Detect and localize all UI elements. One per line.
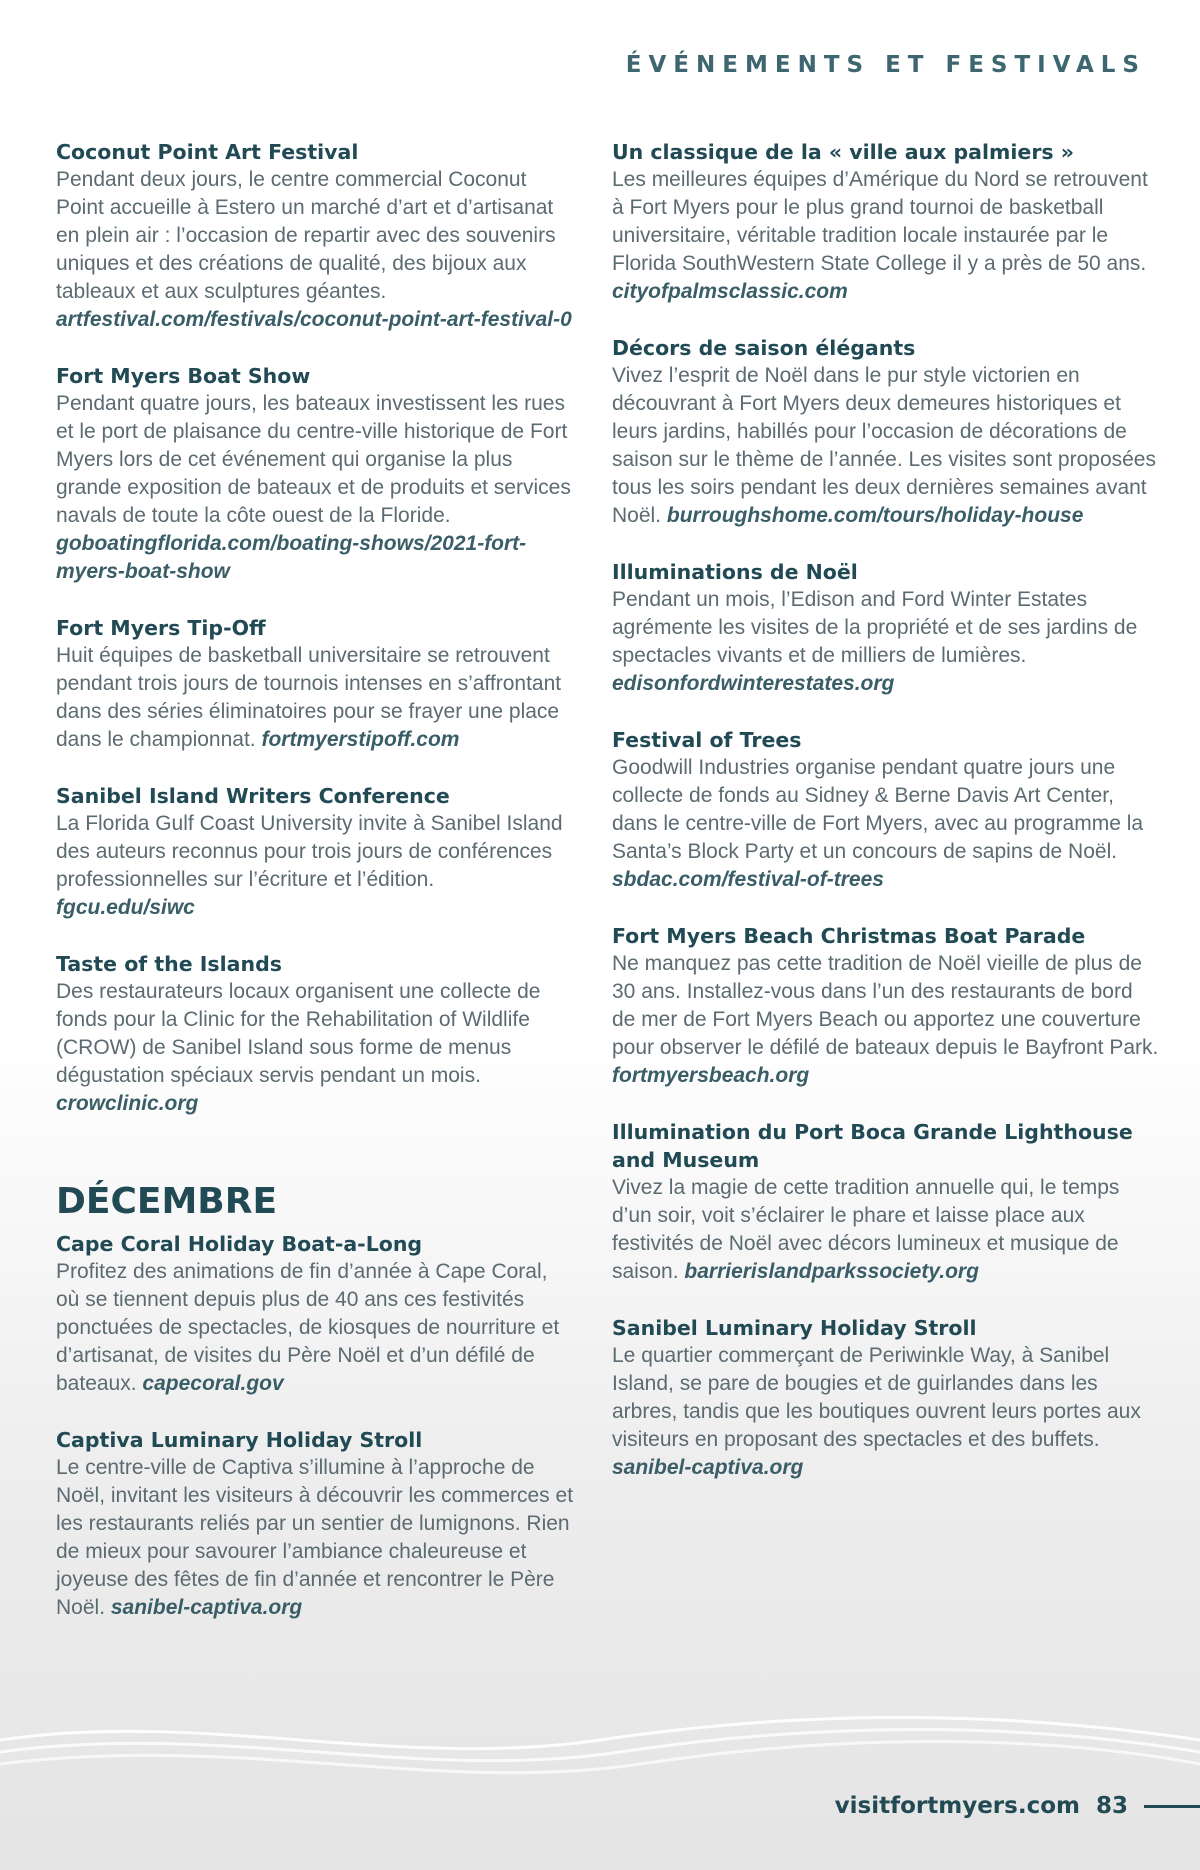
event-entry [56,362,576,586]
event-title: Taste of the Islands [56,952,282,976]
event-entry [56,950,576,1118]
event-description [56,810,576,922]
event-url[interactable]: barrierislandparkssociety.org [684,1260,979,1283]
event-description [612,586,1160,698]
event-title: Fort Myers Tip-Off [56,616,266,640]
event-url[interactable]: goboatingflorida.com/boating-shows/2021-fort-myers-boat-show [56,532,527,583]
page-number: 83 [1095,1793,1128,1819]
event-url[interactable]: edisonfordwinterestates.org [612,672,895,695]
event-title: Coconut Point Art Festival [56,140,359,164]
event-text: Profitez des animations de fin d’année à Cape Coral, où se tiennent depuis plus de 40 ans ces festivités ponctuées de spectacles, de kiosques de nourriture et d’artisanat, de visites du Père Noël et d’un défilé de bateaux. [56,1260,560,1395]
wave-line [0,1742,1200,1773]
footer-rule [1144,1805,1200,1808]
event-text: Vivez la magie de cette tradition annuelle qui, le temps d’un soir, voit s’éclairer le phare et laisse place aux festivités de Noël avec décors lumineux et musique de saison. [612,1176,1120,1283]
event-description [56,166,576,334]
event-text: Goodwill Industries organise pendant quatre jours une collecte de fonds au Sidney & Berne Davis Art Center, dans le centre-ville de Fort Myers, avec au programme la Santa’s Block Party et un concours de sapins de Noël. [612,756,1144,863]
event-text: Le centre-ville de Captiva s’illumine à l’approche de Noël, invitant les visiteurs à découvrir les commerces et les restaurants reliés par un sentier de lumignons. Rien de mieux pour savourer l’ambiance chaleureuse et joyeuse des fêtes de fin d’année et rencontrer le Père Noël. [56,1456,574,1619]
event-text: Huit équipes de basketball universitaire se retrouvent pendant trois jours de tournois intenses en s’affrontant dans des séries éliminatoires pour se frayer une place dans le championnat. [56,644,562,751]
event-url[interactable]: artfestival.com/festivals/coconut-point-art-festival-0 [56,308,572,331]
event-description [612,362,1160,530]
event-text: Pendant deux jours, le centre commercial Coconut Point accueille à Estero un marché d’art et d’artisanat en plein air : l’occasion de repartir avec des souvenirs uniques et des créations de qualité, des bijoux aux tableaux et aux sculptures géantes. [56,168,556,303]
event-url[interactable]: burroughshome.com/tours/holiday-house [666,504,1084,527]
event-entry [612,558,1160,698]
event-description [56,978,576,1118]
event-title: Fort Myers Boat Show [56,364,311,388]
event-entry [612,1118,1160,1286]
event-description [612,950,1160,1090]
event-title: Sanibel Luminary Holiday Stroll [612,1316,977,1340]
event-title: Festival of Trees [612,728,802,752]
event-entry [612,726,1160,894]
event-entry [56,782,576,922]
event-title: Fort Myers Beach Christmas Boat Parade [612,924,1086,948]
event-entry [56,138,576,334]
event-description [612,754,1160,894]
page-footer [835,1788,1200,1824]
left-column [56,138,576,1650]
event-description [612,166,1160,306]
event-description [612,1174,1160,1286]
event-entry [612,922,1160,1090]
event-url[interactable]: cityofpalmsclassic.com [612,280,848,303]
event-title: Décors de saison élégants [612,336,916,360]
event-url[interactable]: crowclinic.org [56,1092,199,1115]
event-entry [612,334,1160,530]
month-heading: DÉCEMBRE [56,1181,278,1222]
event-url[interactable]: sbdac.com/festival-of-trees [612,868,884,891]
event-text: Le quartier commerçant de Periwinkle Way, à Sanibel Island, se pare de bougies et de guirlandes dans les arbres, tandis que les boutiques ouvrent leurs portes aux visiteurs en proposant des spectacles et des buffets. [612,1344,1141,1451]
event-text: Ne manquez pas cette tradition de Noël vieille de plus de 30 ans. Installez-vous dans l’un des restaurants de bord de mer de Fort Myers Beach ou apportez une couverture pour observer le défilé de bateaux depuis le Bayfront Park. [612,952,1159,1059]
event-url[interactable]: fortmyerstipoff.com [261,728,460,751]
footer-site-link[interactable]: visitfortmyers.com [834,1793,1080,1819]
event-entry [56,1230,576,1398]
event-entry [56,614,576,754]
event-title: Illuminations de Noël [612,560,858,584]
event-text: Les meilleures équipes d’Amérique du Nord se retrouvent à Fort Myers pour le plus grand tournoi de basketball universitaire, véritable tradition locale instaurée par le Florida SouthWestern State College il y a près de 50 ans. [612,168,1148,275]
event-url[interactable]: fortmyersbeach.org [612,1064,810,1087]
right-column [612,138,1160,1510]
event-url[interactable]: sanibel-captiva.org [110,1596,303,1619]
event-title: Illumination du Port Boca Grande Lighthouse and Museum [612,1120,1133,1172]
event-text: Pendant un mois, l’Edison and Ford Winter Estates agrémente les visites de la propriété et de ses jardins de spectacles vivants et de milliers de lumières. [612,588,1138,667]
event-title: Cape Coral Holiday Boat-a-Long [56,1232,423,1256]
event-entry [612,138,1160,306]
event-title: Sanibel Island Writers Conference [56,784,450,808]
event-entry [612,1314,1160,1482]
event-description [56,1454,576,1622]
event-description [612,1342,1160,1482]
event-description [56,1258,576,1398]
event-description [56,390,576,586]
section-header: ÉVÉNEMENTS ET FESTIVALS [625,52,1146,78]
event-text: La Florida Gulf Coast University invite à Sanibel Island des auteurs reconnus pour trois jours de conférences professionnelles sur l’écriture et l’édition. [56,812,563,891]
event-title: Captiva Luminary Holiday Stroll [56,1428,423,1452]
event-url[interactable]: capecoral.gov [142,1372,284,1395]
event-title: Un classique de la « ville aux palmiers » [612,140,1075,164]
event-url[interactable]: sanibel-captiva.org [612,1456,804,1479]
event-text: Pendant quatre jours, les bateaux investissent les rues et le port de plaisance du centre-ville historique de Fort Myers lors de cet événement qui organise la plus grande exposition de bateaux et de produits et services navals de toute la côte ouest de la Floride. [56,392,571,527]
wave-decoration [0,1700,1200,1790]
event-text: Vivez l’esprit de Noël dans le pur style victorien en découvrant à Fort Myers deux demeures historiques et leurs jardins, habillés pour l’occasion de décorations de saison sur le thème de l’année. Les visites sont proposées tous les soirs pendant les deux dernières semaines avant Noël. [612,364,1156,527]
event-entry [56,1426,576,1622]
event-text: Des restaurateurs locaux organisent une collecte de fonds pour la Clinic for the Rehabilitation of Wildlife (CROW) de Sanibel Island sous forme de menus dégustation spéciaux servis pendant un mois. [56,980,541,1087]
event-description [56,642,576,754]
event-url[interactable]: fgcu.edu/siwc [56,896,195,919]
